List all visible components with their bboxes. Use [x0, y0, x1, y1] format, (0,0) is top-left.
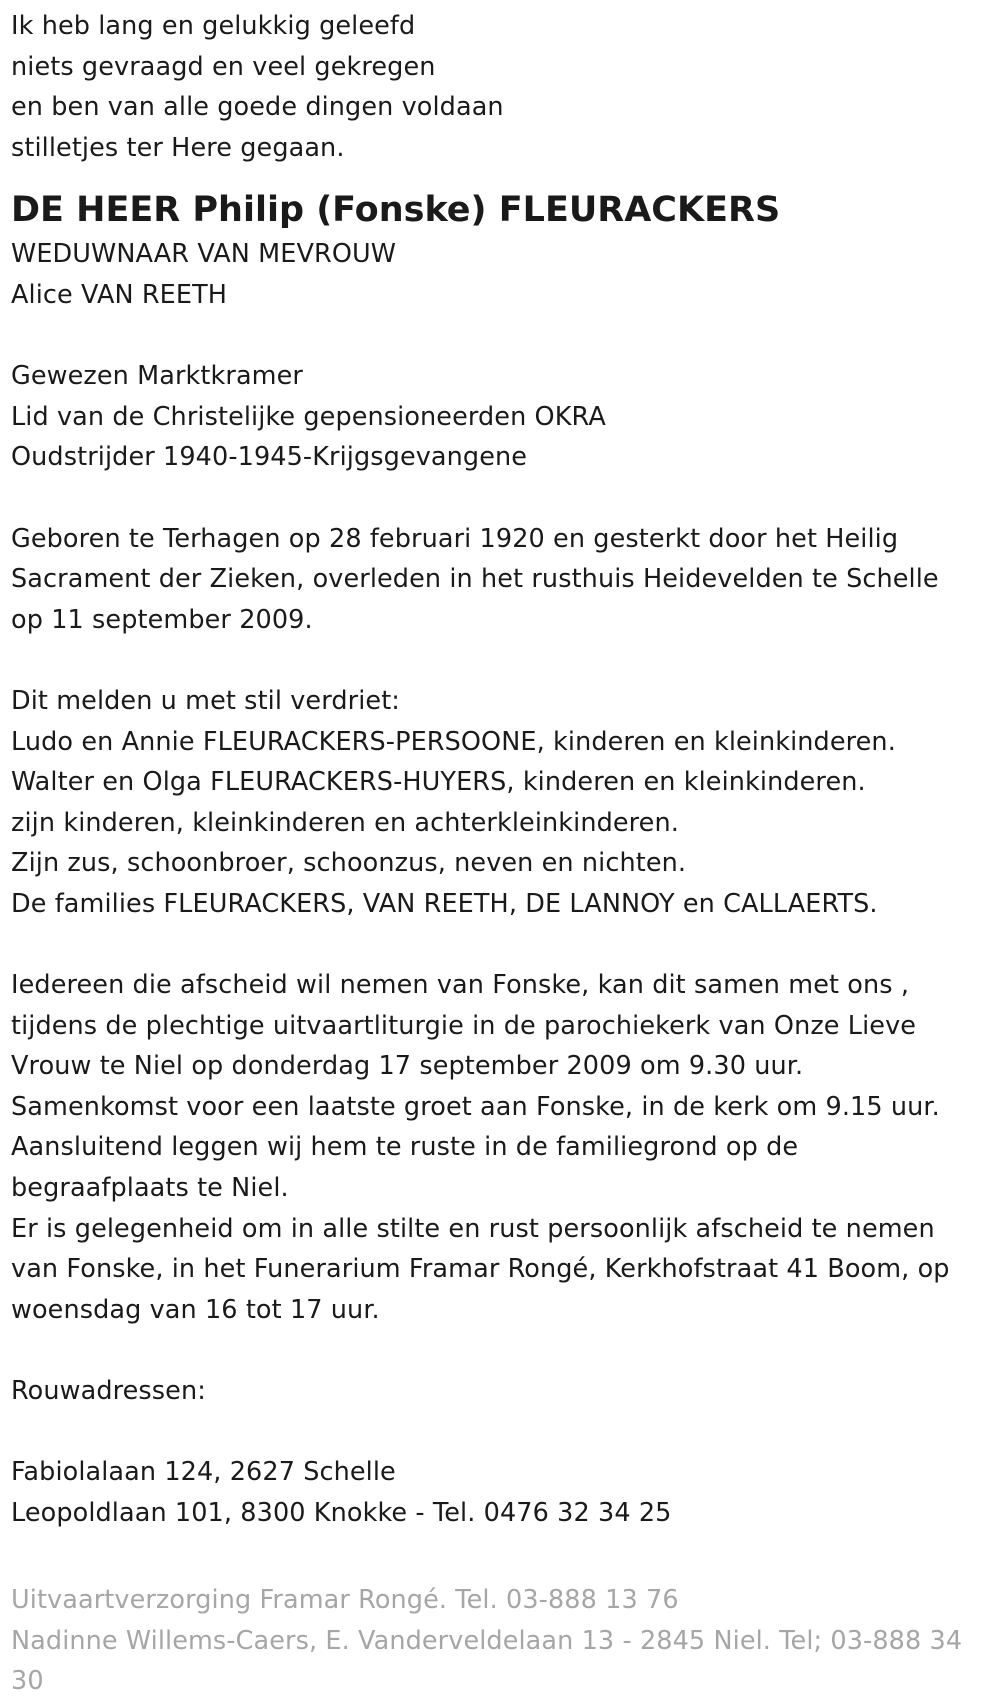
addresses-heading: Rouwadressen: — [11, 1376, 206, 1406]
birth-death-line: Sacrament der Zieken, overleden in het rusthuis Heidevelden te Schelle — [11, 564, 939, 595]
mourners-line: zijn kinderen, kleinkinderen en achterkleinkinderen. — [11, 807, 679, 838]
spacer — [11, 640, 1000, 681]
spacer — [11, 1533, 1000, 1574]
ceremony-line: woensdag van 16 tot 17 uur. — [11, 1294, 380, 1325]
spouse-line: WEDUWNAAR VAN MEVROUW — [11, 239, 397, 270]
ceremony-line: Vrouw te Niel op donderdag 17 september 2009 om 9.30 uur. — [11, 1051, 804, 1082]
poem-block — [11, 6, 1000, 168]
ceremony-line: tijdens de plechtige uitvaartliturgie in de parochiekerk van Onze Lieve — [11, 1010, 917, 1041]
mourners-line: Walter en Olga FLEURACKERS-HUYERS, kinderen en kleinkinderen. — [11, 767, 866, 798]
ceremony-line: Er is gelegenheid om in alle stilte en rust persoonlijk afscheid te nemen — [11, 1213, 935, 1244]
footer-line: Nadinne Willems-Caers, E. Vanderveldelaan 13 - 2845 Niel. Tel; 03-888 34 — [11, 1625, 963, 1656]
mourners-line: Ludo en Annie FLEURACKERS-PERSOONE, kinderen en kleinkinderen. — [11, 726, 896, 757]
footer-line: 30 — [11, 1666, 44, 1697]
ceremony-line: Samenkomst voor een laatste groet aan Fonske, in de kerk om 9.15 uur. — [11, 1091, 940, 1122]
ceremony-line: begraafplaats te Niel. — [11, 1173, 289, 1204]
spacer — [11, 478, 1000, 519]
titles-block — [11, 356, 1000, 478]
spouse-block — [11, 234, 1000, 315]
mourners-line: De families FLEURACKERS, VAN REETH, DE LANNOY en CALLAERTS. — [11, 888, 878, 919]
title-line: Oudstrijder 1940-1945-Krijgsgevangene — [11, 442, 528, 473]
poem-line: Ik heb lang en gelukkig geleefd — [11, 11, 416, 41]
birth-death-block — [11, 519, 1000, 641]
address-line: Leopoldlaan 101, 8300 Knokke - Tel. 0476 32 34 25 — [11, 1497, 672, 1528]
ceremony-line: van Fonske, in het Funerarium Framar Rongé, Kerkhofstraat 41 Boom, op — [11, 1254, 950, 1285]
poem-line: stilletjes ter Here gegaan. — [11, 132, 345, 163]
footer-line: Uitvaartverzorging Framar Rongé. Tel. 03-888 13 76 — [11, 1584, 679, 1615]
spacer — [11, 1330, 1000, 1371]
mourners-line: Dit melden u met stil verdriet: — [11, 685, 400, 716]
birth-death-line: op 11 september 2009. — [11, 604, 313, 635]
addresses-block — [11, 1371, 1000, 1533]
mourners-block — [11, 681, 1000, 925]
mourners-line: Zijn zus, schoonbroer, schoonzus, neven en nichten. — [11, 848, 687, 879]
ceremony-line: Iedereen die afscheid wil nemen van Fonske, kan dit samen met ons , — [11, 970, 910, 1001]
title-line: Gewezen Marktkramer — [11, 361, 303, 392]
ceremony-line: Aansluitend leggen wij hem te ruste in de familiegrond op de — [11, 1132, 799, 1163]
poem-line: niets gevraagd en veel gekregen — [11, 51, 436, 82]
title-line: Lid van de Christelijke gepensioneerden OKRA — [11, 401, 606, 432]
spacer — [11, 924, 1000, 965]
ceremony-block — [11, 965, 1000, 1330]
spacer — [11, 1412, 1000, 1453]
address-line: Fabiolalaan 124, 2627 Schelle — [11, 1457, 396, 1488]
funeral-director-footer — [11, 1580, 1000, 1702]
birth-death-line: Geboren te Terhagen op 28 februari 1920 en gesterkt door het Heilig — [11, 523, 899, 554]
deceased-name: DE HEER Philip (Fonske) FLEURACKERS — [11, 190, 781, 231]
poem-line: en ben van alle goede dingen voldaan — [11, 92, 504, 123]
spouse-name: Alice VAN REETH — [11, 279, 228, 310]
spacer — [11, 316, 1000, 357]
